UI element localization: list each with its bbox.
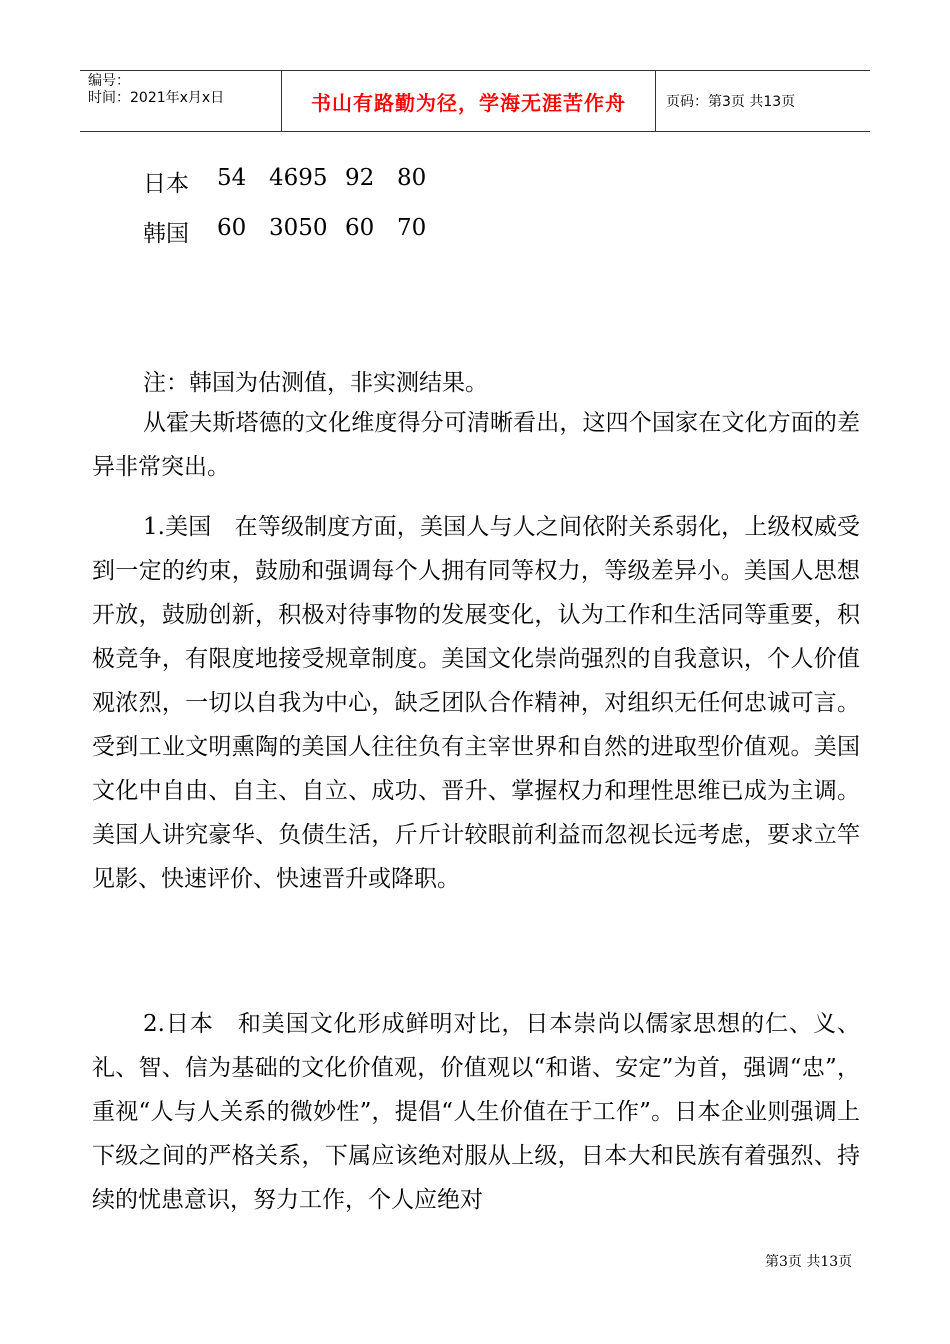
header-meta — [80, 71, 282, 131]
table-row — [143, 215, 447, 248]
header-motto-cell — [282, 71, 656, 131]
paragraph-japan: 2.日本 和美国文化形成鲜明对比，日本崇尚以儒家思想的仁、义、礼、智、信为基础的文化价值观，价值观以“和谐、安定”为首，强调“忠”，重视“人与人关系的微妙性”，提倡“人生价值在于工作”。日本企业则强调上下级之间的严格关系，下属应该绝对服从上级，日本大和民族有着强烈、持续的忧患意识，努力工作，个人应绝对 — [92, 1011, 860, 1213]
paragraph-intro: 从霍夫斯塔德的文化维度得分可清晰看出，这四个国家在文化方面的差异非常突出。 — [92, 410, 860, 480]
paragraph-usa: 1.美国 在等级制度方面，美国人与人之间依附关系弱化，上级权威受到一定的约束，鼓励和强调每个人拥有同等权力，等级差异小。美国人思想开放，鼓励创新，积极对待事物的发展变化，认为工作和生活同等重要，积极竞争，有限度地接受规章制度。美国文化崇尚强烈的自我意识，个人价值观浓烈，一切以自我为中心，缺乏团队合作精神，对组织无任何忠诚可言。受到工业文明熏陶的美国人往往负有主宰世界和自然的进取型价值观。美国文化中自由、自主、自立、成功、晋升、掌握权力和理性思维已成为主调。美国人讲究豪华、负债生活，斤斤计较眼前利益而忽视长远考虑，要求立竿见影、快速评价、快速晋升或降职。 — [92, 514, 860, 892]
table-cell: 92 — [345, 165, 375, 191]
table-cell: 4695 — [269, 165, 328, 191]
table-row — [143, 165, 447, 198]
table-note: 注：韩国为估测值，非实测结果。 — [143, 370, 488, 396]
table-cell: 日本 — [143, 171, 189, 197]
page-footer: 第3页 共13页 — [765, 1254, 853, 1270]
table-cell: 54 — [217, 165, 247, 191]
table-cell: 70 — [397, 215, 427, 241]
page-header — [80, 70, 870, 132]
number-label: 编号： — [88, 73, 130, 89]
table-cell: 80 — [397, 165, 427, 191]
table-cell: 60 — [345, 215, 375, 241]
table-cell: 韩国 — [143, 221, 189, 247]
header-page-info: 页码：第3页 共13页 — [666, 94, 796, 110]
header-motto: 书山有路勤为径，学海无涯苦作舟 — [311, 90, 626, 115]
time-label: 时间：2021年x月x日 — [88, 90, 225, 106]
table-cell: 60 — [217, 215, 247, 241]
table-cell: 3050 — [269, 215, 328, 241]
